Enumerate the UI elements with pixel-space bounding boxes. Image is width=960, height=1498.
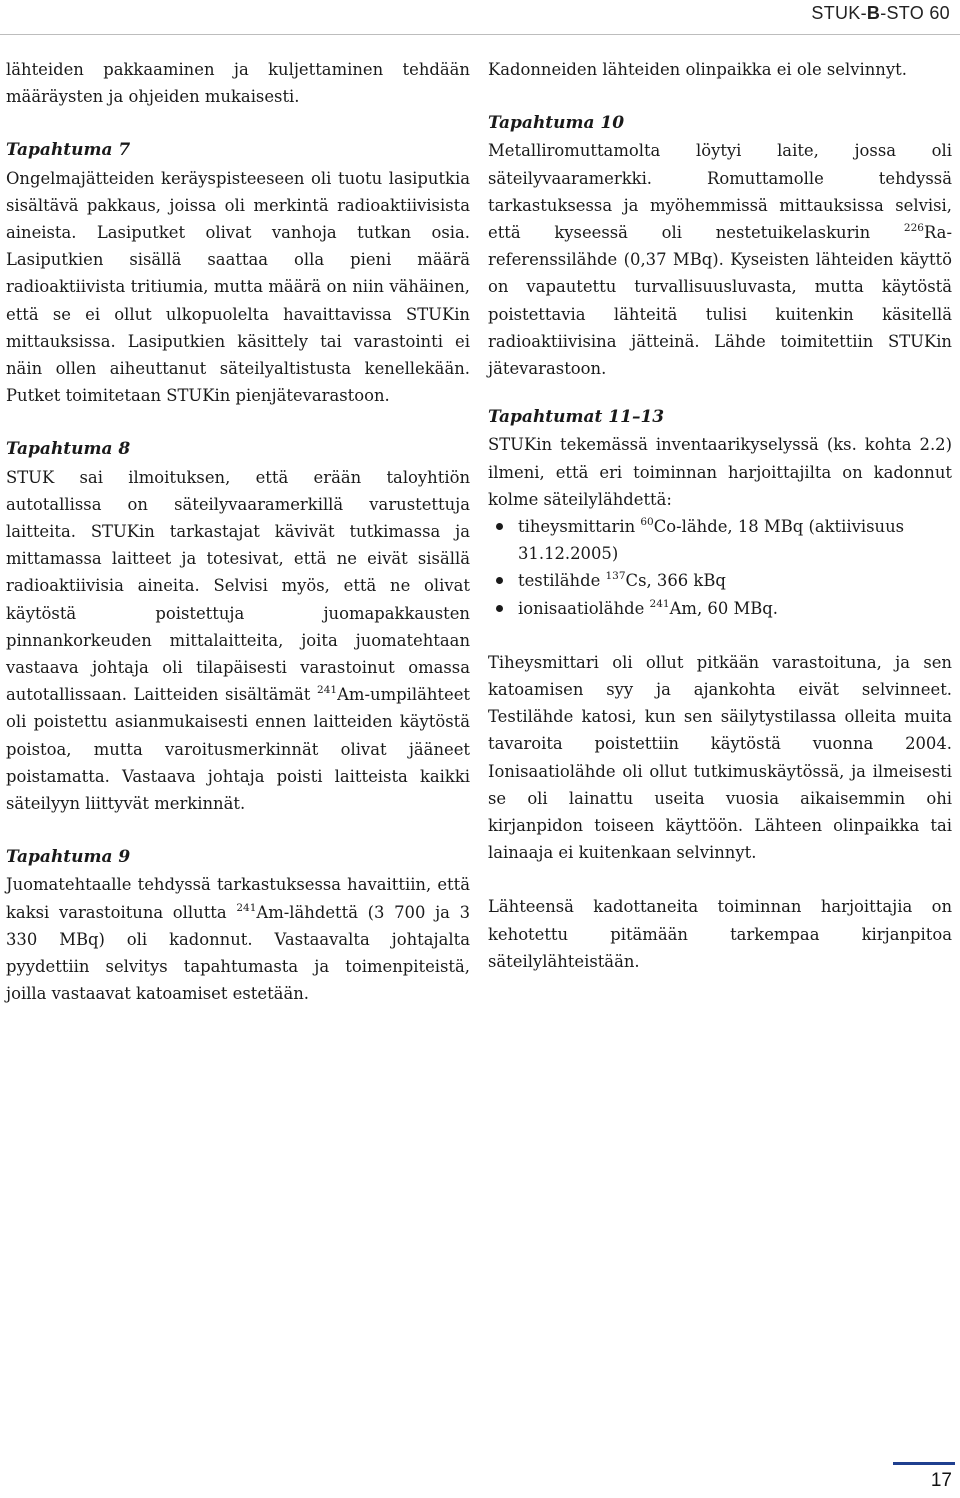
list-item: testilähde $^{137}$Cs, 366 kBq	[488, 567, 952, 594]
page-number: 17	[930, 1470, 952, 1491]
tapahtuma-10-body: Metalliromuttamolta löytyi laite, jossa oli säteilyvaaramerkki. Romuttamolle tehdyssä tarkastuksessa ja myöhemmissä mittauksissa selvisi, että kyseessä oli nestetuikelaskurin $^{226}$Ra-referenssilähde (0,37 MBq). Kyseisten lähteiden käyttö on vapautettu turvallisuusluvasta, mutta käytöstä poistettavia lähteitä tulisi kuitenkin käsitellä radioaktiivisina jätteinä. Lähde toimitettiin STUKin jätevarastoon.	[488, 141, 952, 379]
right-column	[488, 56, 952, 975]
left-intro-paragraph: lähteiden pakkaaminen ja kuljettaminen tehdään määräysten ja ohjeiden mukaisesti.	[6, 60, 470, 107]
header-rule	[0, 34, 960, 35]
recommendation-paragraph: Lähteensä kadottaneita toiminnan harjoittajia on kehotettu pitämään tarkempaa kirjanpitoa säteilylähteistään.	[488, 897, 952, 971]
list-item: ionisaatiolähde $^{241}$Am, 60 MBq.	[488, 595, 952, 622]
heading-tapahtuma-10: Tapahtuma 10	[488, 113, 625, 134]
right-intro-paragraph: Kadonneiden lähteiden olinpaikka ei ole selvinnyt.	[488, 60, 907, 79]
left-column	[6, 56, 470, 1008]
tapahtumat-11-13-body: STUKin tekemässä inventaarikyselyssä (ks. kohta 2.2) ilmeni, että eri toiminnan harjoittajilta on kadonnut kolme säteilylähdettä:	[488, 435, 952, 509]
heading-tapahtumat-11-13: Tapahtumat 11–13	[488, 407, 665, 428]
running-header: STUK-B-STO 60	[811, 3, 950, 23]
lost-sources-list	[488, 513, 952, 622]
heading-tapahtuma-9: Tapahtuma 9	[6, 847, 131, 868]
tapahtuma-9-body: Juomatehtaalle tehdyssä tarkastuksessa havaittiin, että kaksi varastoituna ollutta $^{241}$Am-lähdettä (3 700 ja 3 330 MBq) oli kadonnut. Vastaavalta johtajalta pyydettiin selvitys tapahtumasta ja toimenpiteistä, joilla vastaavat katoamiset estetään.	[6, 875, 470, 1004]
page-number-rule	[893, 1462, 955, 1465]
sources-explanation-paragraph: Tiheysmittari oli ollut pitkään varastoituna, ja sen katoamisen syy ja ajankohta eivät selvinneet. Testilähde katosi, kun sen säilytystilassa olleita muita tavaroita poistettiin käytöstä vuonna 2004. Ionisaatiolähde oli ollut tutkimuskäytössä, ja ilmeisesti se oli lainattu useita vuosia aikaisemmin ohi kirjanpidon toiseen käyttöön. Lähteen olinpaikka tai lainaaja ei kuitenkaan selvinnyt.	[488, 652, 952, 863]
list-item: tiheysmittarin $^{60}$Co-lähde, 18 MBq (aktiivisuus 31.12.2005)	[488, 513, 952, 567]
tapahtuma-7-body: Ongelmajätteiden keräyspisteeseen oli tuotu lasiputkia sisältävä pakkaus, joissa oli merkintä radioaktiivisista aineista. Lasiputket olivat vanhoja tutkan osia. Lasiputkien sisällä saattaa olla pieni määrä radioaktiivista tritiumia, mutta määrä on niin vähäinen, että se ei ollut ulkopuolelta havaittavissa STUKin mittauksissa. Lasiputkien käsittely tai varastointi ei näin ollen aiheuttanut säteilyaltistusta kenellekään. Putket toimitetaan STUKin pienjätevarastoon.	[6, 168, 470, 406]
heading-tapahtuma-7: Tapahtuma 7	[6, 140, 131, 161]
tapahtuma-8-body: STUK sai ilmoituksen, että erään taloyhtiön autotallissa on säteilyvaaramerkillä varustettuja laitteita. STUKin tarkastajat kävivät tutkimassa ja mittamassa laitteet ja totesivat, että ne eivät sisällä radioaktiivisia aineita. Selvisi myös, että ne olivat käytöstä poistettuja juomapakkausten pinnankorkeuden mittalaitteita, joita juomatehtaan vastaava johtaja oli tilapäisesti varastoinut omassa autotallissaan. Laitteiden sisältämät $^{241}$Am-umpilähteet oli poistettu asianmukaisesti ennen laitteiden käytöstä poistoa, mutta varoitusmerkinnät olivat jääneet poistamatta. Vastaava johtaja poisti laitteista kaikki säteilyyn liittyvät merkinnät.	[6, 467, 470, 814]
heading-tapahtuma-8: Tapahtuma 8	[6, 439, 131, 460]
